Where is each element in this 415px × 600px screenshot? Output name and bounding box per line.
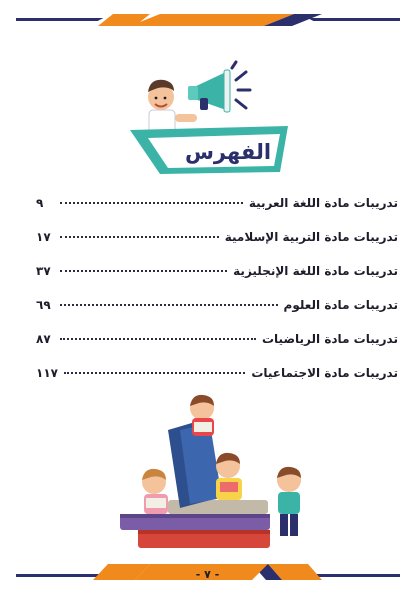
toc-title: تدريبات مادة اللغة الإنجليزية — [233, 264, 398, 278]
toc-leader-dots — [64, 372, 245, 374]
toc-leader-dots — [60, 338, 256, 340]
page-title: الفهرس — [184, 140, 272, 164]
toc-title: تدريبات مادة الاجتماعيات — [251, 366, 398, 380]
toc-page-number: ١١٧ — [36, 366, 58, 380]
page-number: - ٧ - — [195, 568, 220, 581]
toc-page-number: ٨٧ — [36, 332, 51, 346]
children-reading-illustration — [110, 390, 320, 560]
header-band — [0, 0, 415, 40]
megaphone-icon — [186, 60, 256, 120]
toc-row — [36, 230, 398, 264]
toc-page-number: ٣٧ — [36, 264, 51, 278]
toc-row — [36, 332, 398, 366]
toc-page-number: ١٧ — [36, 230, 51, 244]
toc-title: تدريبات مادة العلوم — [283, 298, 398, 312]
toc-leader-dots — [60, 202, 243, 204]
toc-title: تدريبات مادة الرياضيات — [261, 332, 398, 346]
toc-leader-dots — [60, 304, 278, 306]
toc-leader-dots — [60, 236, 219, 238]
toc-title: تدريبات مادة التربية الإسلامية — [224, 230, 398, 244]
toc-row — [36, 264, 398, 298]
toc-row — [36, 298, 398, 332]
toc-page-number: ٩ — [36, 196, 44, 210]
toc-page-number: ٦٩ — [36, 298, 51, 312]
toc-leader-dots — [60, 270, 227, 272]
table-of-contents — [36, 196, 398, 400]
toc-row — [36, 196, 398, 230]
toc-title: تدريبات مادة اللغة العربية — [248, 196, 398, 210]
